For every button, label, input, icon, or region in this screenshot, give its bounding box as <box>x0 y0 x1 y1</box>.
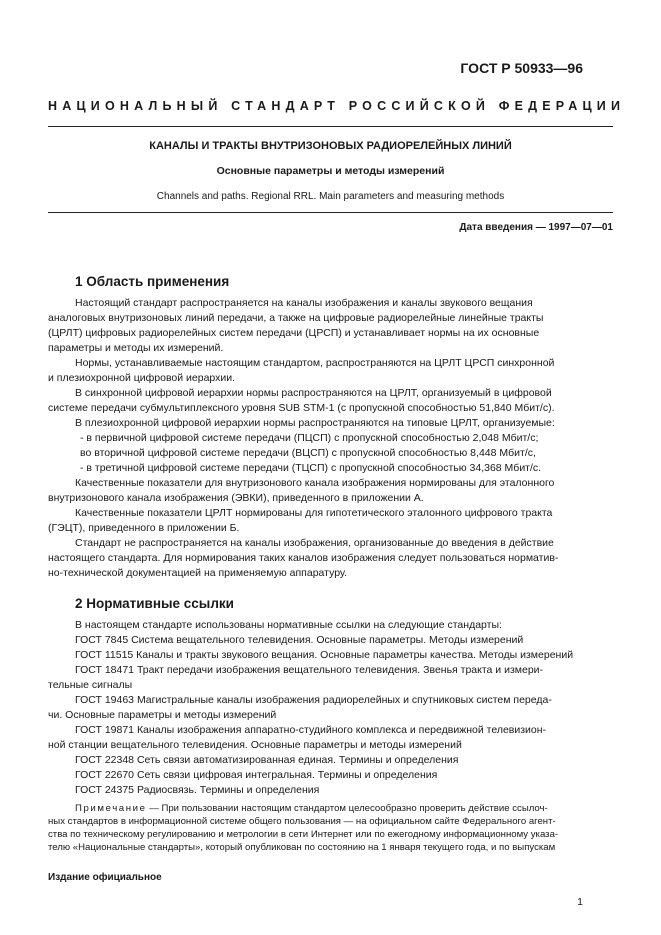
paragraph-line: (ГЭЦТ), приведенного в приложении Б. <box>48 522 240 534</box>
note-label: Примечание <box>75 803 147 814</box>
title-rule <box>48 212 613 213</box>
section-1-heading: 1 Область применения <box>75 274 230 289</box>
paragraph-line: Настоящий стандарт распространяется на каналы изображения и каналы звукового вещания <box>75 297 533 309</box>
intro-date: Дата введения — 1997—07—01 <box>459 222 613 233</box>
reference-line: ГОСТ 22348 Сеть связи автоматизированная единая. Термины и определения <box>75 754 459 766</box>
paragraph-line: но-технической документацией на применяемую аппаратуру. <box>48 567 348 579</box>
note-text: — При пользовании настоящим стандартом целесообразно проверить действие ссылоч- <box>146 803 548 814</box>
paragraph-line: В настоящем стандарте использованы нормативные ссылки на следующие стандарты: <box>75 619 502 631</box>
english-title: Channels and paths. Regional RRL. Main parameters and measuring methods <box>156 191 505 202</box>
note-first-line <box>75 802 548 815</box>
reference-line: ГОСТ 24375 Радиосвязь. Термины и определения <box>75 784 320 796</box>
gost-code: ГОСТ Р 50933—96 <box>460 60 583 76</box>
reference-line: ГОСТ 18471 Тракт передачи изображения вещательного телевидения. Звенья тракта и измери- <box>75 664 544 676</box>
national-standard-heading: НАЦИОНАЛЬНЫЙ СТАНДАРТ РОССИЙСКОЙ ФЕДЕРАЦИИ <box>48 99 626 113</box>
reference-line: ГОСТ 19871 Каналы изображения аппаратно-студийного комплекса и передвижной телевизион- <box>75 724 547 736</box>
reference-line: чи. Основные параметры и методы измерений <box>48 709 277 721</box>
reference-line: тельные сигналы <box>48 679 133 691</box>
note-line: ных стандартов в информационной системе общего пользования — на официальном сайте Федерального агент- <box>48 816 556 827</box>
list-item: - в первичной цифровой системе передачи (ПЦСП) с пропускной способностью 2,048 Мбит/с; <box>80 432 539 444</box>
paragraph-line: (ЦРЛТ) цифровых радиорелейных систем передачи (ЦРСП) и устанавливает нормы на их основные <box>48 327 540 339</box>
paragraph-line: и плезиохронной цифровой иерархии. <box>48 372 236 384</box>
reference-line: ной станции вещательного телевидения. Основные параметры и методы измерений <box>48 739 462 751</box>
document-title: КАНАЛЫ И ТРАКТЫ ВНУТРИЗОНОВЫХ РАДИОРЕЛЕЙНЫХ ЛИНИЙ <box>149 140 512 152</box>
note-line: ства по техническому регулированию и метрологии в сети Интернет или по ежегодному информационному указа- <box>48 829 559 840</box>
list-item: - в третичной цифровой системе передачи (ТЦСП) с пропускной способностью 34,368 Мбит/с. <box>80 462 542 474</box>
paragraph-line: системе передачи субмультиплексного уровня SUB STM-1 (с пропускной способностью 51,840 Мбит/с). <box>48 402 555 414</box>
header-rule <box>48 126 613 127</box>
paragraph-line: настоящего стандарта. Для нормирования таких каналов изображения следует пользоваться норматив- <box>48 552 559 564</box>
section-2-heading: 2 Нормативные ссылки <box>75 596 234 611</box>
page-number: 1 <box>577 896 583 908</box>
edition-label: Издание официальное <box>48 872 162 883</box>
paragraph-line: Нормы, устанавливаемые настоящим стандартом, распространяются на ЦРЛТ ЦРСП синхронной <box>75 357 555 369</box>
paragraph-line: В плезиохронной цифровой иерархии нормы распространяются на типовые ЦРЛТ, организуемые: <box>75 417 555 429</box>
paragraph-line: Качественные показатели ЦРЛТ нормированы для гипотетического эталонного цифрового тракта <box>75 507 553 519</box>
paragraph-line: Качественные показатели для внутризонового канала изображения нормированы для эталонного <box>75 477 555 489</box>
paragraph-line: параметры и методы их измерений. <box>48 342 224 354</box>
paragraph-line: внутризонового канала изображения (ЭВКИ), приведенного в приложении А. <box>48 492 424 504</box>
document-subtitle: Основные параметры и методы измерений <box>216 165 445 177</box>
reference-line: ГОСТ 19463 Магистральные каналы изображения радиорелейных и спутниковых систем переда- <box>75 694 552 706</box>
reference-line: ГОСТ 22670 Сеть связи цифровая интегральная. Термины и определения <box>75 769 438 781</box>
reference-line: ГОСТ 11515 Каналы и тракты звукового вещания. Основные параметры качества. Методы измерений <box>75 649 574 661</box>
paragraph-line: В синхронной цифровой иерархии нормы распространяются на ЦРЛТ, организуемый в цифровой <box>75 387 552 399</box>
paragraph-line: аналоговых внутризоновых линий передачи, а также на цифровые радиорелейные линейные тракты <box>48 312 544 324</box>
paragraph-line: Стандарт не распространяется на каналы изображения, организованные до введения в действие <box>75 537 554 549</box>
list-item: во вторичной цифровой системе передачи (ВЦСП) с пропускной способностью 8,448 Мбит/с, <box>80 447 536 459</box>
note-line: телю «Национальные стандарты», который опубликован по состоянию на 1 января текущего года, и по выпускам <box>48 842 556 853</box>
reference-line: ГОСТ 7845 Система вещательного телевидения. Основные параметры. Методы измерений <box>75 634 524 646</box>
